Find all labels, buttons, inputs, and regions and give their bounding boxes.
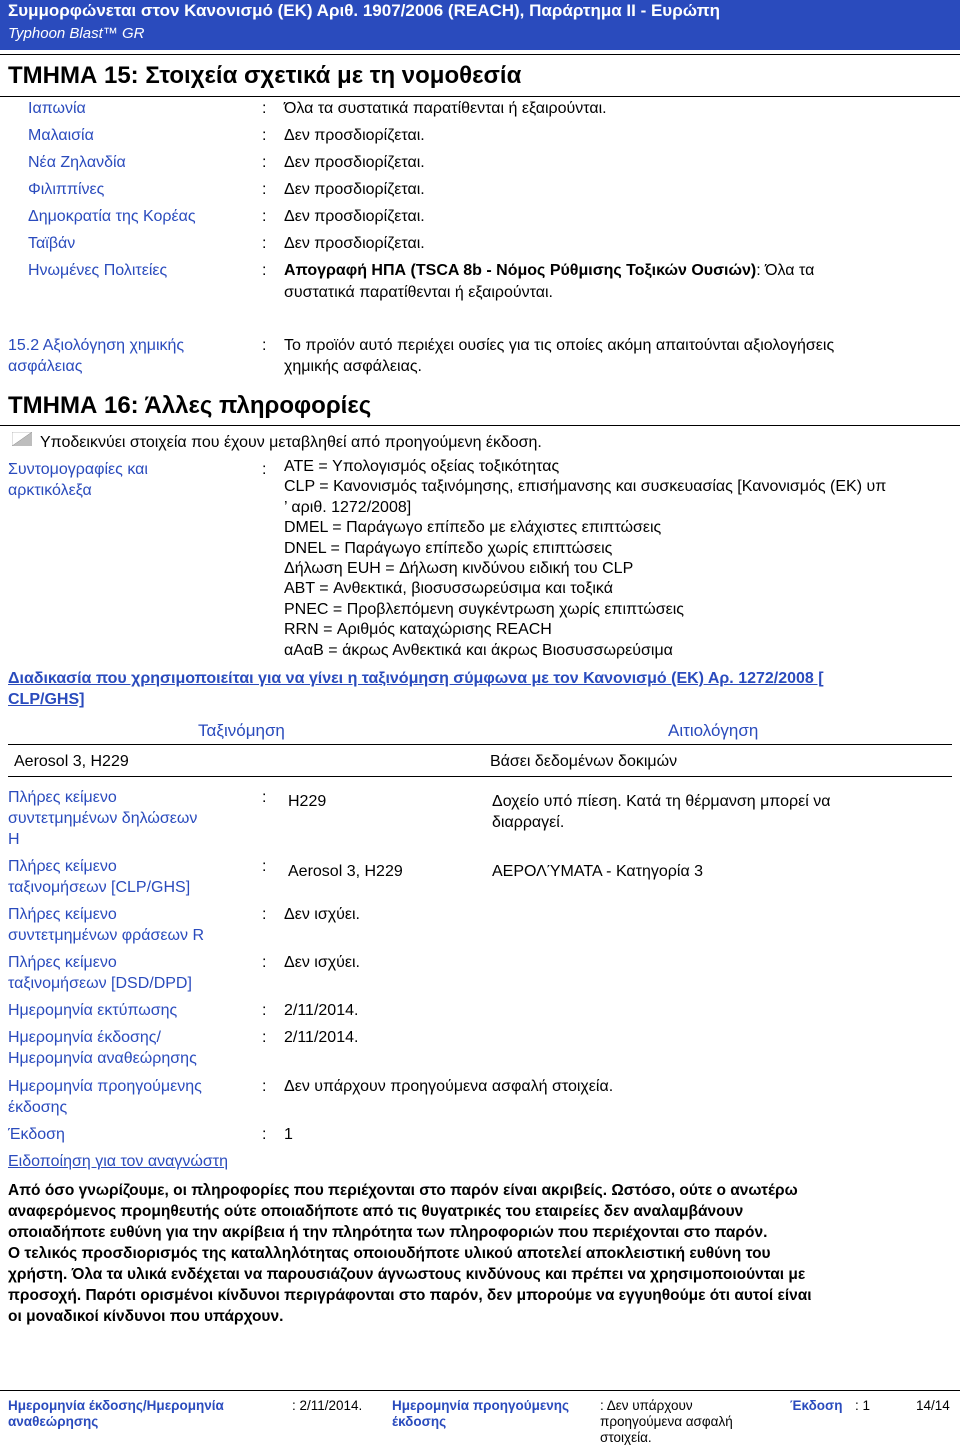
chemical-safety-label: 15.2 Αξιολόγηση χημικής ασφάλειας <box>8 337 185 375</box>
clp-text: ΑΕΡΟΛΎΜΑΤΑ - Κατηγορία 3 <box>492 863 704 880</box>
regulation-title: Συμμορφώνεται στον Κανονισμό (ΕΚ) Αριθ. 1907/2006 (REACH), Παράρτημα II - Ευρώπη <box>8 1 721 20</box>
country-label: Ιαπωνία <box>28 100 86 117</box>
country-value: Δεν προσδιορίζεται. <box>284 154 425 171</box>
dsd-classifications-value: Δεν ισχύει. <box>284 954 360 971</box>
country-value: Δεν προσδιορίζεται. <box>284 208 425 225</box>
issue-date-value: 2/11/2014. <box>284 1029 359 1046</box>
abbreviation-item: CLP = Κανονισμός ταξινόμησης, επισήμανσης και συσκευασίας [Κανονισμός (ΕΚ) υπ <box>284 478 887 496</box>
footer-version-label: Έκδοση <box>790 1398 843 1413</box>
print-date-value: 2/11/2014. <box>284 1002 359 1019</box>
clp-code: Aerosol 3, H229 <box>288 863 403 880</box>
header-divider <box>0 54 960 55</box>
abbreviation-item: RRN = Αριθμός καταχώρισης REACH <box>284 621 552 639</box>
section16-title: ΤΜΗΜΑ 16: Άλλες πληροφορίες <box>8 392 372 419</box>
classification-procedure-heading-cont[interactable]: CLP/GHS] <box>8 691 85 708</box>
page-number: 14/14 <box>916 1398 950 1413</box>
usa-value <box>284 260 814 281</box>
issue-date-label: Ημερομηνία έκδοσης/ Ημερομηνία αναθεώρησης <box>8 1029 197 1067</box>
document-header <box>0 0 960 50</box>
h-text: Δοχείο υπό πίεση. Κατά τη θέρμανση μπορεί να διαρραγεί. <box>492 793 831 831</box>
country-value: Δεν προσδιορίζεται. <box>284 127 425 144</box>
footer-version-value: : 1 <box>855 1398 871 1413</box>
usa-value-line2: συστατικά παρατίθενται ή εξαιρούνται. <box>284 284 553 301</box>
previous-issue-value: Δεν υπάρχουν προηγούμενα ασφαλή στοιχεία. <box>284 1078 614 1095</box>
tsca-inventory-label: Απογραφή ΗΠΑ (TSCA 8b - Νόμος Ρύθμισης Τοξικών Ουσιών) <box>284 262 757 279</box>
abbreviation-item: PNEC = Προβλεπόμενη συγκέντρωση χωρίς επιπτώσεις <box>284 600 684 618</box>
clp-classifications-label: Πλήρες κείμενο ταξινομήσεων [CLP/GHS] <box>8 858 191 896</box>
usa-value-rest: : Όλα τα <box>756 262 815 279</box>
abbreviation-item: ’ αριθ. 1272/2008] <box>284 498 412 516</box>
table-header-justification: Αιτιολόγηση <box>668 721 759 740</box>
country-label: Δημοκρατία της Κορέας <box>28 208 196 225</box>
product-name: Typhoon Blast™ GR <box>8 25 145 42</box>
previous-issue-label: Ημερομηνία προηγούμενης έκδοσης <box>8 1078 202 1116</box>
abbreviations-label: Συντομογραφίες και αρκτικόλεξα <box>8 461 148 499</box>
reader-notice-text: Από όσο γνωρίζουμε, οι πληροφορίες που περιέχονται στο παρόν είναι ακριβείς. Ωστόσο, ούτε ο ανωτέρω αναφερόμενος προμηθευτής ούτε οποιαδήποτε από τις θυγατρικές του εταιρείες δεν αναλαμβάνουν οποιαδήποτε ευθύνη για την ακρίβεια ή την πληρότητα των πληροφοριών που περιέχονται στο παρόν. Ο τελικός προσδιορισμός της καταλληλότητας οποιουδήποτε υλικού αποτελεί αποκλειστική ευθύνη του χρήστη. Όλα τα υλικά ενδέχεται να παρουσιάζουν άγνωστους κινδύνους και πρέπει να χρησιμοποιούνται με προσοχή. Παρότι ορισμένοι κίνδυνοι περιγράφονται στο παρόν, δεν μπορούμε να εγγυηθούμε ότι αυτοί είναι οι μοναδικοί κίνδυνοι που υπάρχουν. <box>8 1182 812 1325</box>
abbreviation-item: ATE = Υπολογισμός οξείας τοξικότητας <box>284 458 560 475</box>
country-value: Όλα τα συστατικά παρατίθενται ή εξαιρούνται. <box>284 100 607 117</box>
table-cell-classification: Aerosol 3, H229 <box>14 753 129 770</box>
abbreviation-item: Δήλωση EUH = Δήλωση κινδύνου ειδική του CLP <box>284 560 634 578</box>
table-bottom-rule <box>8 776 952 777</box>
change-marker-icon <box>12 432 32 446</box>
h-statements-label: Πλήρες κείμενο συντετμημένων δηλώσεων H <box>8 789 198 848</box>
abbreviation-item: DMEL = Παράγωγο επίπεδο με ελάχιστες επιπτώσεις <box>284 519 662 537</box>
country-label: Μαλαισία <box>28 127 94 144</box>
table-header-rule <box>8 744 952 745</box>
print-date-label: Ημερομηνία εκτύπωσης <box>8 1002 178 1019</box>
country-value: Δεν προσδιορίζεται. <box>284 235 425 252</box>
footer-issue-label: Ημερομηνία έκδοσης/Ημερομηνία αναθεώρησης <box>8 1398 224 1429</box>
dsd-classifications-label: Πλήρες κείμενο ταξινομήσεων [DSD/DPD] <box>8 954 192 992</box>
classification-procedure-heading[interactable]: Διαδικασία που χρησιμοποιείται για να γίνει η ταξινόμηση σύμφωνα με τον Κανονισμό (ΕΚ) Αρ. 1272/2008 [ <box>8 670 824 687</box>
reader-notice-heading[interactable]: Ειδοποίηση για τον αναγνώστη <box>8 1153 228 1170</box>
country-label: Νέα Ζηλανδία <box>28 154 126 171</box>
footer-issue-value: : 2/11/2014. <box>292 1398 363 1413</box>
table-cell-justification: Βάσει δεδομένων δοκιμών <box>490 753 678 770</box>
section15-title: ΤΜΗΜΑ 15: Στοιχεία σχετικά με τη νομοθεσία <box>8 62 522 89</box>
chemical-safety-value: Το προϊόν αυτό περιέχει ουσίες για τις οποίες ακόμη απαιτούνται αξιολογήσεις χημικής ασφάλειας. <box>284 337 835 375</box>
version-value: 1 <box>284 1126 293 1143</box>
footer-divider <box>0 1390 960 1391</box>
section16-divider <box>0 425 960 426</box>
table-header-classification: Ταξινόμηση <box>198 721 285 740</box>
changed-note: Υποδεικνύει στοιχεία που έχουν μεταβληθεί από προηγούμενη έκδοση. <box>40 434 542 451</box>
r-phrases-value: Δεν ισχύει. <box>284 906 360 923</box>
country-label: Ταϊβάν <box>28 235 76 252</box>
country-value: Δεν προσδιορίζεται. <box>284 181 425 198</box>
h-code: H229 <box>288 793 327 810</box>
abbreviation-item: αΑαΒ = άκρως Ανθεκτικά και άκρως Βιοσυσσωρεύσιμα <box>284 641 673 659</box>
country-label-usa: Ηνωμένες Πολιτείες <box>28 262 168 279</box>
r-phrases-label: Πλήρες κείμενο συντετμημένων φράσεων R <box>8 906 205 944</box>
footer-prev-label: Ημερομηνία προηγούμενης έκδοσης <box>392 1398 570 1429</box>
abbreviation-item: DNEL = Παράγωγο επίπεδο χωρίς επιπτώσεις <box>284 539 613 557</box>
section15-divider <box>0 96 960 97</box>
abbreviation-item: ABT = Ανθεκτικά, βιοσυσσωρεύσιμα και τοξικά <box>284 580 613 598</box>
country-label: Φιλιππίνες <box>28 181 105 198</box>
footer-prev-value: : Δεν υπάρχουν προηγούμενα ασφαλή στοιχεία. <box>600 1398 733 1445</box>
version-label: Έκδοση <box>8 1126 65 1143</box>
abbreviations-list <box>284 457 960 661</box>
